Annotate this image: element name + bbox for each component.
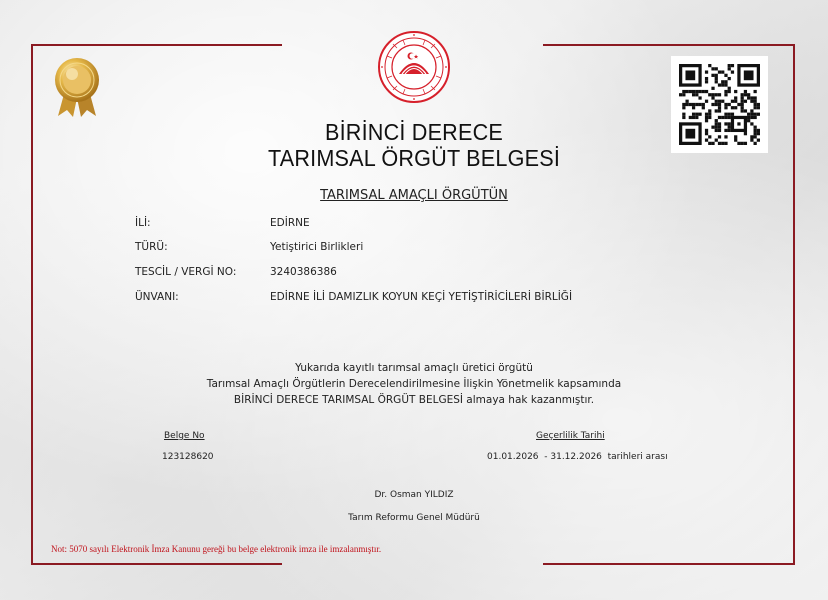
statement-line-3: BİRİNCİ DERECE TARIMSAL ÖRGÜT BELGESİ almaya hak kazanmıştır. <box>233 394 595 406</box>
validity-label: Geçerlilik Tarihi <box>536 431 605 441</box>
field-value-il: EDİRNE <box>270 217 310 229</box>
certificate-subtitle: TARIMSAL AMAÇLI ÖRGÜTÜN <box>320 188 508 203</box>
field-label-turu: TÜRÜ: <box>135 241 168 253</box>
belge-no-label: Belge No <box>164 431 205 441</box>
e-signature-note: Not: 5070 sayılı Elektronik İmza Kanunu gereği bu belge elektronik imza ile imzalanmıştır. <box>51 544 382 554</box>
signer-name: Dr. Osman YILDIZ <box>374 490 454 500</box>
field-label-tescil: TESCİL / VERGİ NO: <box>135 266 237 278</box>
certificate-title-line1: BİRİNCİ DERECE <box>324 119 504 145</box>
field-label-il: İLİ: <box>135 217 151 229</box>
frame-top-left <box>31 44 282 46</box>
field-value-turu: Yetiştirici Birlikleri <box>270 241 364 253</box>
gold-seal-icon <box>52 56 102 118</box>
ministry-emblem-icon <box>377 30 451 104</box>
statement-line-2: Tarımsal Amaçlı Örgütlerin Derecelendirilmesine İlişkin Yönetmelik kapsamında <box>206 378 622 390</box>
field-value-tescil: 3240386386 <box>270 266 337 278</box>
belge-no-value: 123128620 <box>162 452 214 462</box>
validity-value: 01.01.2026 - 31.12.2026 tarihleri arası <box>487 452 668 462</box>
frame-bottom-right <box>543 563 795 565</box>
certificate-title-line2: TARIMSAL ÖRGÜT BELGESİ <box>267 145 561 171</box>
field-label-unvani: ÜNVANI: <box>135 291 179 303</box>
field-value-unvani: EDİRNE İLİ DAMIZLIK KOYUN KEÇİ YETİŞTİRİCİLERİ BİRLİĞİ <box>270 291 573 303</box>
frame-top-right <box>543 44 795 46</box>
signer-title: Tarım Reformu Genel Müdürü <box>348 513 480 523</box>
frame-bottom-left <box>31 563 282 565</box>
statement-line-1: Yukarıda kayıtlı tarımsal amaçlı üretici örgütü <box>295 362 533 374</box>
